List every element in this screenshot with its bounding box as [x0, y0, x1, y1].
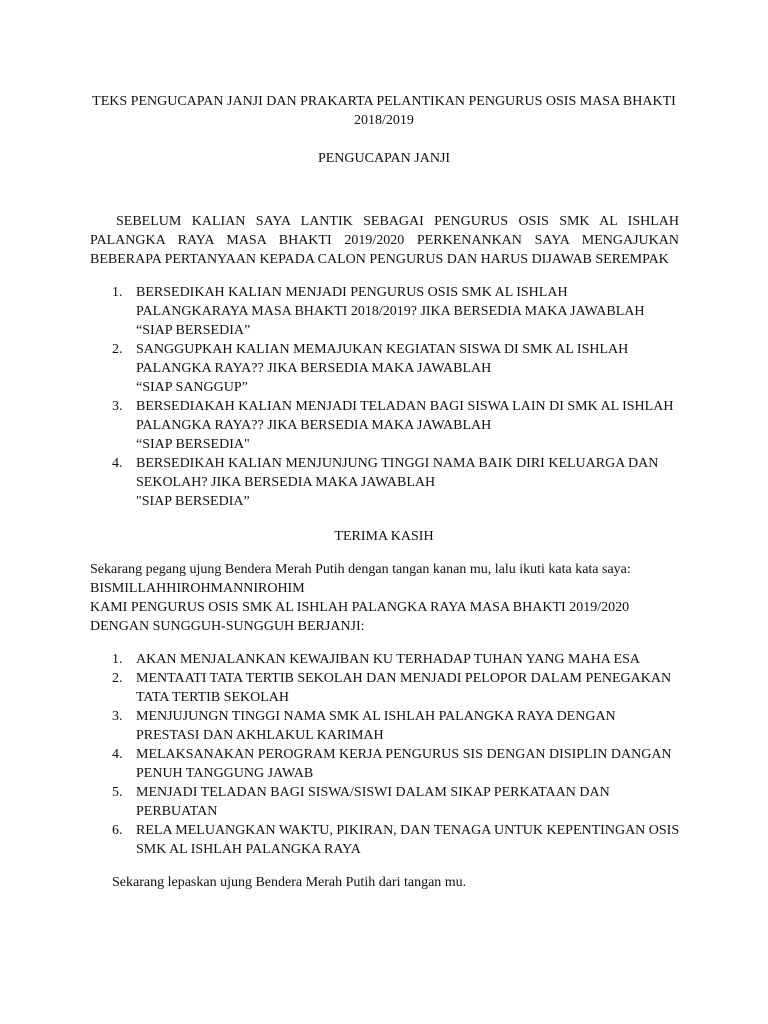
intro-paragraph-line-3: BEBERAPA PERTANYAAN KEPADA CALON PENGURUS DAN HARUS DIJAWAB SEREMPAK [90, 252, 669, 267]
question-3-answer: “SIAP BERSEDIA" [136, 437, 250, 452]
pledge-number-6: 6. [112, 823, 123, 838]
question-3-line-1: BERSEDIAKAH KALIAN MENJADI TELADAN BAGI SISWA LAIN DI SMK AL ISHLAH [136, 399, 674, 414]
pledge-2-line-1: MENTAATI TATA TERTIB SEKOLAH DAN MENJADI PELOPOR DALAM PENEGAKAN [136, 671, 672, 686]
pledge-number-2: 2. [112, 671, 123, 686]
document-title-line-1: TEKS PENGUCAPAN JANJI DAN PRAKARTA PELANTIKAN PENGURUS OSIS MASA BHAKTI [92, 94, 676, 109]
pledge-number-5: 5. [112, 785, 123, 800]
question-3-line-2: PALANGKA RAYA?? JIKA BERSEDIA MAKA JAWABLAH [136, 418, 492, 433]
question-4-line-1: BERSEDIKAH KALIAN MENJUNJUNG TINGGI NAMA BAIK DIRI KELUARGA DAN [136, 456, 659, 471]
pledge-4-line-2: PENUH TANGGUNG JAWAB [136, 766, 314, 781]
pledge-5-line-1: MENJADI TELADAN BAGI SISWA/SISWI DALAM SIKAP PERKATAAN DAN [136, 785, 610, 800]
pledge-number-1: 1. [112, 652, 123, 667]
pledge-intro-line-2: DENGAN SUNGGUH-SUNGGUH BERJANJI: [90, 619, 365, 634]
release-instruction: Sekarang lepaskan ujung Bendera Merah Putih dari tangan mu. [112, 875, 467, 890]
pledge-6-line-1: RELA MELUANGKAN WAKTU, PIKIRAN, DAN TENAGA UNTUK KEPENTINGAN OSIS [136, 823, 680, 838]
pledge-5-line-2: PERBUATAN [136, 804, 218, 819]
intro-paragraph-line-1: SEBELUM KALIAN SAYA LANTIK SEBAGAI PENGURUS OSIS SMK AL ISHLAH [116, 214, 679, 229]
question-number-2: 2. [112, 342, 123, 357]
pledge-number-3: 3. [112, 709, 123, 724]
pledge-2-line-2: TATA TERTIB SEKOLAH [136, 690, 289, 705]
pledge-4-line-1: MELAKSANAKAN PEROGRAM KERJA PENGURUS SIS DENGAN DISIPLIN DANGAN [136, 747, 672, 762]
question-number-1: 1. [112, 285, 123, 300]
question-1-line-1: BERSEDIKAH KALIAN MENJADI PENGURUS OSIS SMK AL ISHLAH [136, 285, 568, 300]
question-2-answer: “SIAP SANGGUP” [136, 380, 248, 395]
question-number-3: 3. [112, 399, 123, 414]
pledge-6-line-2: SMK AL ISHLAH PALANGKA RAYA [136, 842, 361, 857]
question-2-line-2: PALANGKA RAYA?? JIKA BERSEDIA MAKA JAWABLAH [136, 361, 492, 376]
question-4-line-2: SEKOLAH? JIKA BERSEDIA MAKA JAWABLAH [136, 475, 436, 490]
intro-paragraph-line-2: PALANGKA RAYA MASA BHAKTI 2019/2020 PERKENANKAN SAYA MENGAJUKAN [90, 233, 679, 248]
question-number-4: 4. [112, 456, 123, 471]
opening-basmalah: BISMILLAHHIROHMANNIROHIM [90, 581, 305, 596]
pledge-3-line-1: MENJUJUNGN TINGGI NAMA SMK AL ISHLAH PALANGKA RAYA DENGAN [136, 709, 616, 724]
pledge-1-line-1: AKAN MENJALANKAN KEWAJIBAN KU TERHADAP TUHAN YANG MAHA ESA [136, 652, 640, 667]
question-1-line-2: PALANGKARAYA MASA BHAKTI 2018/2019? JIKA BERSEDIA MAKA JAWABLAH [136, 304, 645, 319]
flag-instruction: Sekarang pegang ujung Bendera Merah Putih dengan tangan kanan mu, lalu ikuti kata kata saya: [90, 562, 631, 577]
question-2-line-1: SANGGUPKAH KALIAN MEMAJUKAN KEGIATAN SISWA DI SMK AL ISHLAH [136, 342, 629, 357]
pledge-number-4: 4. [112, 747, 123, 762]
closing-terima-kasih: TERIMA KASIH [334, 529, 434, 544]
question-4-answer: "SIAP BERSEDIA” [136, 494, 250, 509]
pledge-3-line-2: PRESTASI DAN AKHLAKUL KARIMAH [136, 728, 384, 743]
document-title-line-2: 2018/2019 [354, 113, 414, 128]
pledge-intro-line-1: KAMI PENGURUS OSIS SMK AL ISHLAH PALANGKA RAYA MASA BHAKTI 2019/2020 [90, 600, 630, 615]
question-1-answer: “SIAP BERSEDIA” [136, 323, 251, 338]
section-heading-pengucapan-janji: PENGUCAPAN JANJI [317, 151, 451, 166]
